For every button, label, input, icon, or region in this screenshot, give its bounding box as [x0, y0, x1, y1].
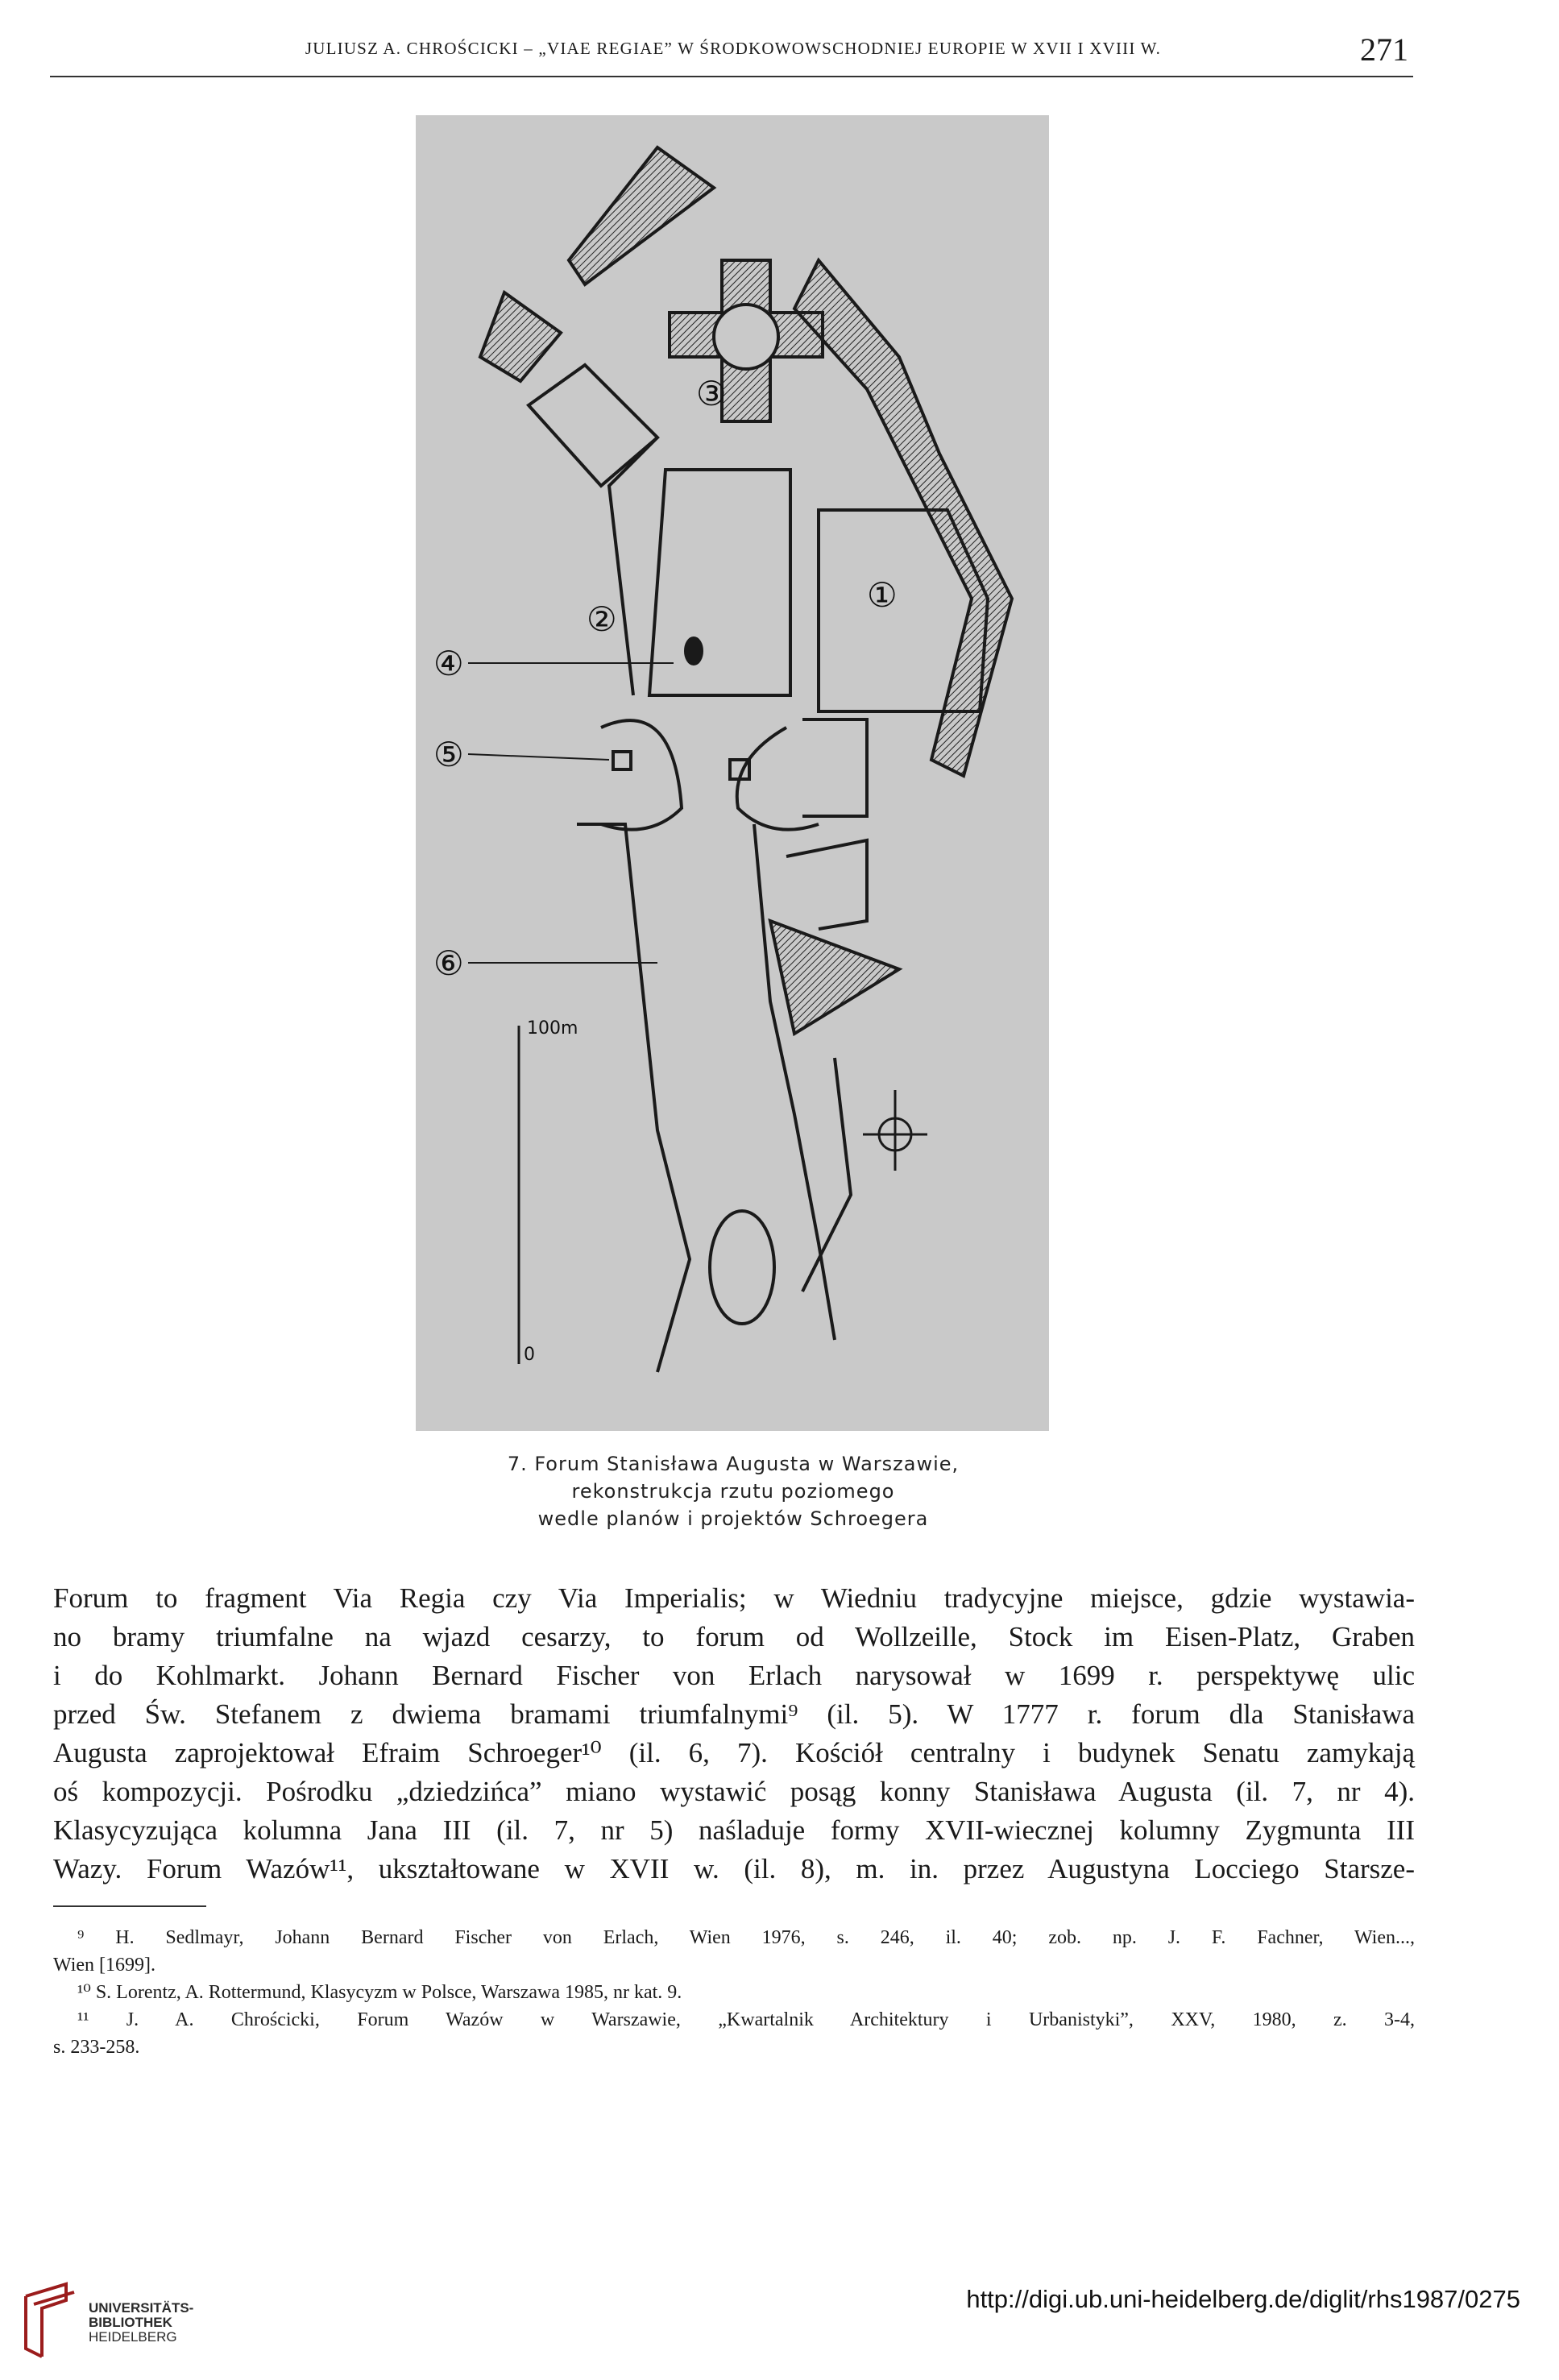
- running-header: JULIUSZ A. CHROŚCICKI – „VIAE REGIAE” W ŚRODKOWOWSCHODNIEJ EUROPIE W XVII I XVIII W.: [305, 39, 1162, 58]
- header-rule: [50, 76, 1413, 77]
- body-line: i do Kohlmarkt. Johann Bernard Fischer von Erlach narysował w 1699 r. perspektywę ulic: [53, 1660, 1415, 1691]
- statue-base: [613, 752, 631, 769]
- footnote-11-cont: s. 233-258.: [53, 2037, 140, 2058]
- body-line: Klasycyzująca kolumna Jana III (il. 7, nr 5) naśladuje formy XVII-wiecznej kolumny Zygmunta III: [53, 1814, 1415, 1846]
- plan-block: [770, 921, 899, 1034]
- footnote-9-cont: Wien [1699].: [53, 1955, 155, 1976]
- body-line: Augusta zaprojektował Efraim Schroeger¹⁰ (il. 6, 7). Kościół centralny i budynek Senatu zamykają: [53, 1737, 1415, 1768]
- courtyard: [649, 470, 790, 695]
- plan-label: ⑤: [433, 735, 464, 774]
- figure-caption: [338, 1450, 1128, 1532]
- plan-drawing: [416, 115, 1049, 1431]
- library-name: UNIVERSITÄTS- BIBLIOTHEK HEIDELBERG: [89, 2300, 194, 2345]
- plan-wall: [786, 840, 867, 929]
- plan-label: ④: [433, 644, 464, 683]
- body-line: przed Św. Stefanem z dwiema bramami triumfalnymi⁹ (il. 5). W 1777 r. forum dla Stanisława: [53, 1698, 1415, 1730]
- body-line: no bramy triumfalne na wjazd cesarzy, to forum od Wollzeille, Stock im Eisen-Platz, Graben: [53, 1621, 1415, 1652]
- library-logo-icon: [18, 2280, 82, 2361]
- plan-label: ②: [587, 599, 617, 639]
- church-dome: [714, 305, 778, 369]
- plan-block: [794, 260, 1012, 776]
- leader-line: [468, 754, 609, 760]
- plan-label: ③: [696, 374, 727, 413]
- scale-zero: 0: [524, 1345, 535, 1365]
- footnote-rule: [53, 1905, 206, 1907]
- plan-label: ⑥: [433, 943, 464, 983]
- body-line: Forum to fragment Via Regia czy Via Imperialis; w Wiedniu tradycyjne miejsce, gdzie wystawia-: [53, 1582, 1415, 1614]
- footnotes: [53, 1924, 1415, 2061]
- body-line: Wazy. Forum Wazów¹¹, ukształtowane w XVII w. (il. 8), m. in. przez Augustyna Locciego Starsze-: [53, 1853, 1415, 1885]
- caption-line: rekonstrukcja rzutu poziomego: [571, 1480, 895, 1503]
- source-url[interactable]: http://digi.ub.uni-heidelberg.de/diglit/rhs1987/0275: [966, 2285, 1520, 2313]
- body-paragraph: [53, 1579, 1415, 1889]
- footnote-10: ¹⁰ S. Lorentz, A. Rottermund, Klasycyzm w Polsce, Warszawa 1985, nr kat. 9.: [77, 1982, 682, 2003]
- terminal-court: [710, 1211, 774, 1324]
- scale-label: 100m: [527, 1018, 578, 1039]
- avenue-wall: [577, 824, 690, 1372]
- avenue-wall: [754, 824, 835, 1340]
- footnote-9: ⁹ H. Sedlmayr, Johann Bernard Fischer von Erlach, Wien 1976, s. 246, il. 40; zob. np. J. F. Fachner, Wien...,: [77, 1927, 1415, 1948]
- figure-plan: [416, 115, 1049, 1431]
- caption-line: 7. Forum Stanisława Augusta w Warszawie,: [507, 1453, 960, 1475]
- plan-wall: [802, 1058, 851, 1292]
- plan-wall: [609, 437, 657, 695]
- body-line: oś kompozycji. Pośrodku „dziedzińca” miano wystawić posąg konny Stanisława Augusta (il. 7, nr 4).: [53, 1776, 1415, 1807]
- plan-block: [529, 365, 657, 486]
- footnote-11: ¹¹ J. A. Chrościcki, Forum Wazów w Warszawie, „Kwartalnik Architektury i Urbanistyki”, XXV, 1980, z. 3-4,: [77, 2009, 1415, 2030]
- half-court: [601, 720, 682, 830]
- plan-block: [569, 147, 714, 284]
- plan-block: [480, 292, 561, 381]
- page-number: 271: [1360, 31, 1408, 68]
- caption-line: wedle planów i projektów Schroegera: [537, 1507, 929, 1530]
- plan-wall: [802, 719, 867, 816]
- plan-label: ①: [867, 575, 898, 615]
- statue-mark: [686, 638, 702, 664]
